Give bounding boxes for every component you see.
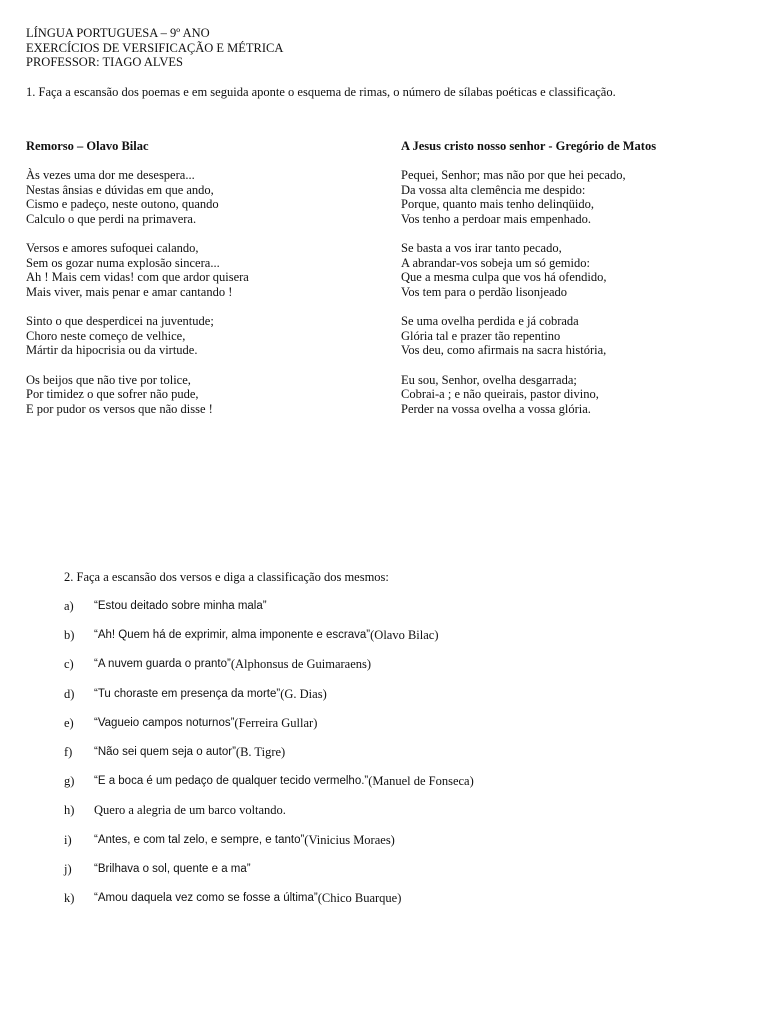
item-source: (B. Tigre): [235, 744, 286, 759]
verse-line: Os beijos que não tive por tolice,: [26, 372, 191, 387]
verse-line: Glória tal e prazer tão repentino: [401, 328, 561, 343]
document-header: [26, 26, 283, 70]
stanza: [401, 241, 751, 299]
item-letter: f): [64, 744, 73, 759]
list-item: [64, 657, 474, 686]
verse-line: Eu sou, Senhor, ovelha desgarrada;: [401, 372, 577, 387]
verse-line: Mártir da hipocrisia ou da virtude.: [26, 343, 198, 358]
item-letter: c): [64, 657, 74, 672]
header-teacher: PROFESSOR: TIAGO ALVES: [26, 55, 183, 70]
verse-line: Porque, quanto mais tenho delinqüido,: [401, 197, 595, 212]
item-letter: j): [64, 861, 72, 876]
item-letter: k): [64, 890, 75, 905]
stanza: [26, 314, 376, 358]
verse-line: Choro neste começo de velhice,: [26, 328, 186, 343]
list-item: [64, 833, 474, 862]
question-2: 2. Faça a escansão dos versos e diga a classificação dos mesmos:: [64, 570, 389, 584]
stanza: [26, 168, 376, 226]
item-verse: “Não sei quem seja o autor”: [94, 745, 236, 758]
verse-line: Pequei, Senhor; mas não por que hei pecado,: [401, 168, 626, 183]
header-subject: LÍNGUA PORTUGUESA – 9º ANO: [26, 26, 210, 40]
question-1: 1. Faça a escansão dos poemas e em seguida aponte o esquema de rimas, o número de sílabas poéticas e classificação.: [26, 85, 616, 99]
verse-list: [64, 599, 474, 920]
list-item: [64, 628, 474, 657]
verse-line: Versos e amores sufoquei calando,: [26, 241, 199, 256]
item-source: (G. Dias): [280, 686, 327, 701]
verse-line: Calculo o que perdi na primavera.: [26, 211, 197, 226]
verse-line: A abrandar-vos sobeja um só gemido:: [401, 255, 590, 270]
verse-line: Vos deu, como afirmais na sacra história,: [401, 343, 607, 358]
item-verse: “Amou daquela vez como se fosse a última”: [94, 891, 318, 904]
item-verse: “Tu choraste em presença da morte”: [94, 687, 281, 700]
item-source: (Alphonsus de Guimaraens): [230, 657, 372, 672]
item-source: (Ferreira Gullar): [234, 715, 318, 730]
verse-line: Se uma ovelha perdida e já cobrada: [401, 314, 579, 329]
poem-right: [401, 139, 751, 431]
list-item: [64, 803, 474, 832]
poem-title: Remorso – Olavo Bilac: [26, 139, 149, 153]
verse-line: Ah ! Mais cem vidas! com que ardor quisera: [26, 270, 249, 285]
item-source: (Manuel de Fonseca): [368, 774, 474, 789]
item-letter: h): [64, 803, 75, 818]
verse-line: Perder na vossa ovelha a vossa glória.: [401, 401, 591, 416]
item-source: (Chico Buarque): [317, 890, 402, 905]
list-item: [64, 716, 474, 745]
verse-line: Por timidez o que sofrer não pude,: [26, 387, 199, 402]
list-item: [64, 687, 474, 716]
item-verse: “Estou deitado sobre minha mala”: [94, 600, 267, 612]
item-source: (Olavo Bilac): [370, 628, 439, 643]
item-verse: “Ah! Quem há de exprimir, alma imponente e escrava”: [94, 629, 371, 642]
verse-line: Sem os gozar numa explosão sincera...: [26, 255, 220, 270]
item-verse: “Antes, e com tal zelo, e sempre, e tanto”: [94, 833, 305, 846]
verse-line: Vos tem para o perdão lisonjeado: [401, 284, 568, 299]
verse-line: Cobrai-a ; e não queirais, pastor divino,: [401, 387, 599, 402]
verse-line: Sinto o que desperdicei na juventude;: [26, 314, 214, 329]
list-item: [64, 774, 474, 803]
verse-line: Vos tenho a perdoar mais empenhado.: [401, 211, 591, 226]
item-letter: g): [64, 774, 75, 789]
item-verse: “E a boca é um pedaço de qualquer tecido vermelho.”: [94, 775, 369, 788]
verse-line: Às vezes uma dor me desespera...: [26, 168, 195, 183]
list-item: [64, 599, 474, 628]
verse-line: Que a mesma culpa que vos há ofendido,: [401, 270, 607, 285]
list-item: [64, 891, 474, 920]
poem-title: A Jesus cristo nosso senhor - Gregório de Matos: [401, 139, 657, 153]
verse-line: Mais viver, mais penar e amar cantando !: [26, 284, 233, 299]
verse-line: Cismo e padeço, neste outono, quando: [26, 197, 219, 212]
stanza: [26, 373, 376, 417]
item-letter: e): [64, 715, 74, 730]
list-item: [64, 862, 474, 891]
item-letter: a): [64, 599, 74, 613]
stanza: [401, 373, 751, 417]
item-letter: d): [64, 686, 75, 701]
verse-line: Da vossa alta clemência me despido:: [401, 182, 586, 197]
item-letter: i): [64, 832, 72, 847]
item-verse: “Vagueio campos noturnos”: [94, 716, 235, 729]
item-source: (Vinicius Moraes): [304, 832, 395, 847]
poem-left: [26, 139, 376, 431]
stanza: [401, 168, 751, 226]
item-source: Quero a alegria de um barco voltando.: [94, 803, 286, 818]
stanza: [26, 241, 376, 299]
list-item: [64, 745, 474, 774]
item-verse: “Brilhava o sol, quente e a ma”: [94, 862, 251, 875]
item-verse: “A nuvem guarda o pranto”: [94, 658, 231, 671]
item-letter: b): [64, 628, 75, 643]
verse-line: Se basta a vos irar tanto pecado,: [401, 241, 562, 256]
verse-line: Nestas ânsias e dúvidas em que ando,: [26, 182, 214, 197]
verse-line: E por pudor os versos que não disse !: [26, 401, 213, 416]
stanza: [401, 314, 751, 358]
header-exercise-title: EXERCÍCIOS DE VERSIFICAÇÃO E MÉTRICA: [26, 40, 284, 55]
